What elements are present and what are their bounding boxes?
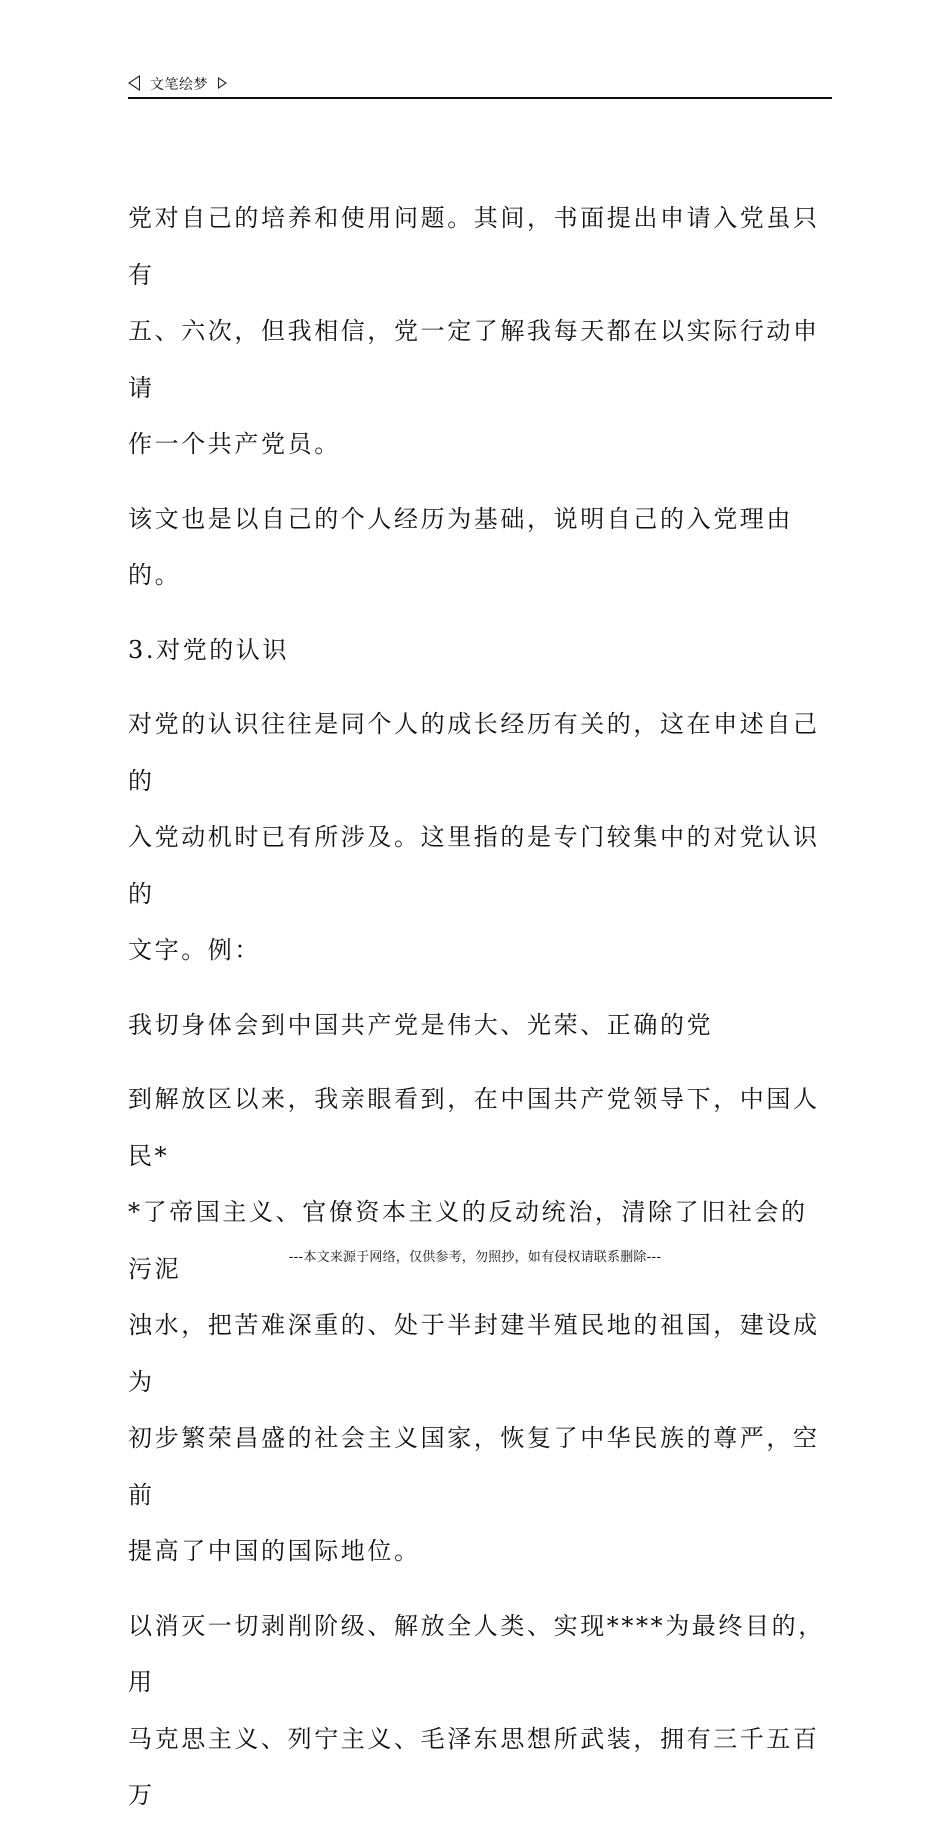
text-line: 作一个共产党员。 xyxy=(128,430,341,458)
text-line: 文字。例： xyxy=(128,936,261,964)
text-line: 提高了中国的国际地位。 xyxy=(128,1537,421,1565)
section-heading xyxy=(128,622,832,679)
right-triangle-icon xyxy=(218,77,227,89)
paragraph-1 xyxy=(128,190,832,473)
text-line: 我切身体会到中国共产党是伟大、光荣、正确的党 xyxy=(128,1010,714,1039)
text-line: 3.对党的认识 xyxy=(128,635,290,664)
text-line: 浊水，把苦难深重的、处于半封建半殖民地的祖国，建设成为 xyxy=(128,1311,820,1396)
paragraph-7 xyxy=(128,1598,832,1824)
footer-disclaimer: ---本文来源于网络，仅供参考，勿照抄，如有侵权请联系删除--- xyxy=(288,1250,662,1265)
header-title: 文笔绘梦 xyxy=(150,77,208,93)
paragraph-6 xyxy=(128,1071,832,1580)
paragraph-5 xyxy=(128,997,832,1054)
text-line: 对党的认识往往是同个人的成长经历有关的，这在申述自己的 xyxy=(128,710,820,795)
text-line: 入党动机时已有所涉及。这里指的是专门较集中的对党认识的 xyxy=(128,823,820,908)
text-line: 该文也是以自己的个人经历为基础，说明自己的入党理由的。 xyxy=(128,504,793,589)
text-line: 党对自己的培养和使用问题。其间，书面提出申请入党虽只有 xyxy=(128,204,820,289)
document-body xyxy=(128,190,832,1824)
text-line: 以消灭一切剥削阶级、解放全人类、实现****为最终目的，用 xyxy=(128,1611,825,1696)
text-line: 到解放区以来，我亲眼看到，在中国共产党领导下，中国人民* xyxy=(128,1085,820,1170)
paragraph-2 xyxy=(128,491,832,604)
paragraph-4 xyxy=(128,696,832,979)
header-divider xyxy=(128,97,832,99)
page-header xyxy=(128,72,832,98)
text-line: 马克思主义、列宁主义、毛泽东思想所武装，拥有三千五百万 xyxy=(128,1724,820,1809)
text-line: 初步繁荣昌盛的社会主义国家，恢复了中华民族的尊严，空前 xyxy=(128,1424,820,1509)
text-line: 五、六次，但我相信，党一定了解我每天都在以实际行动申请 xyxy=(128,317,820,402)
text-line: *了帝国主义、官僚资本主义的反动统治，清除了旧社会的污泥 xyxy=(128,1198,808,1283)
left-triangle-icon xyxy=(128,75,140,91)
